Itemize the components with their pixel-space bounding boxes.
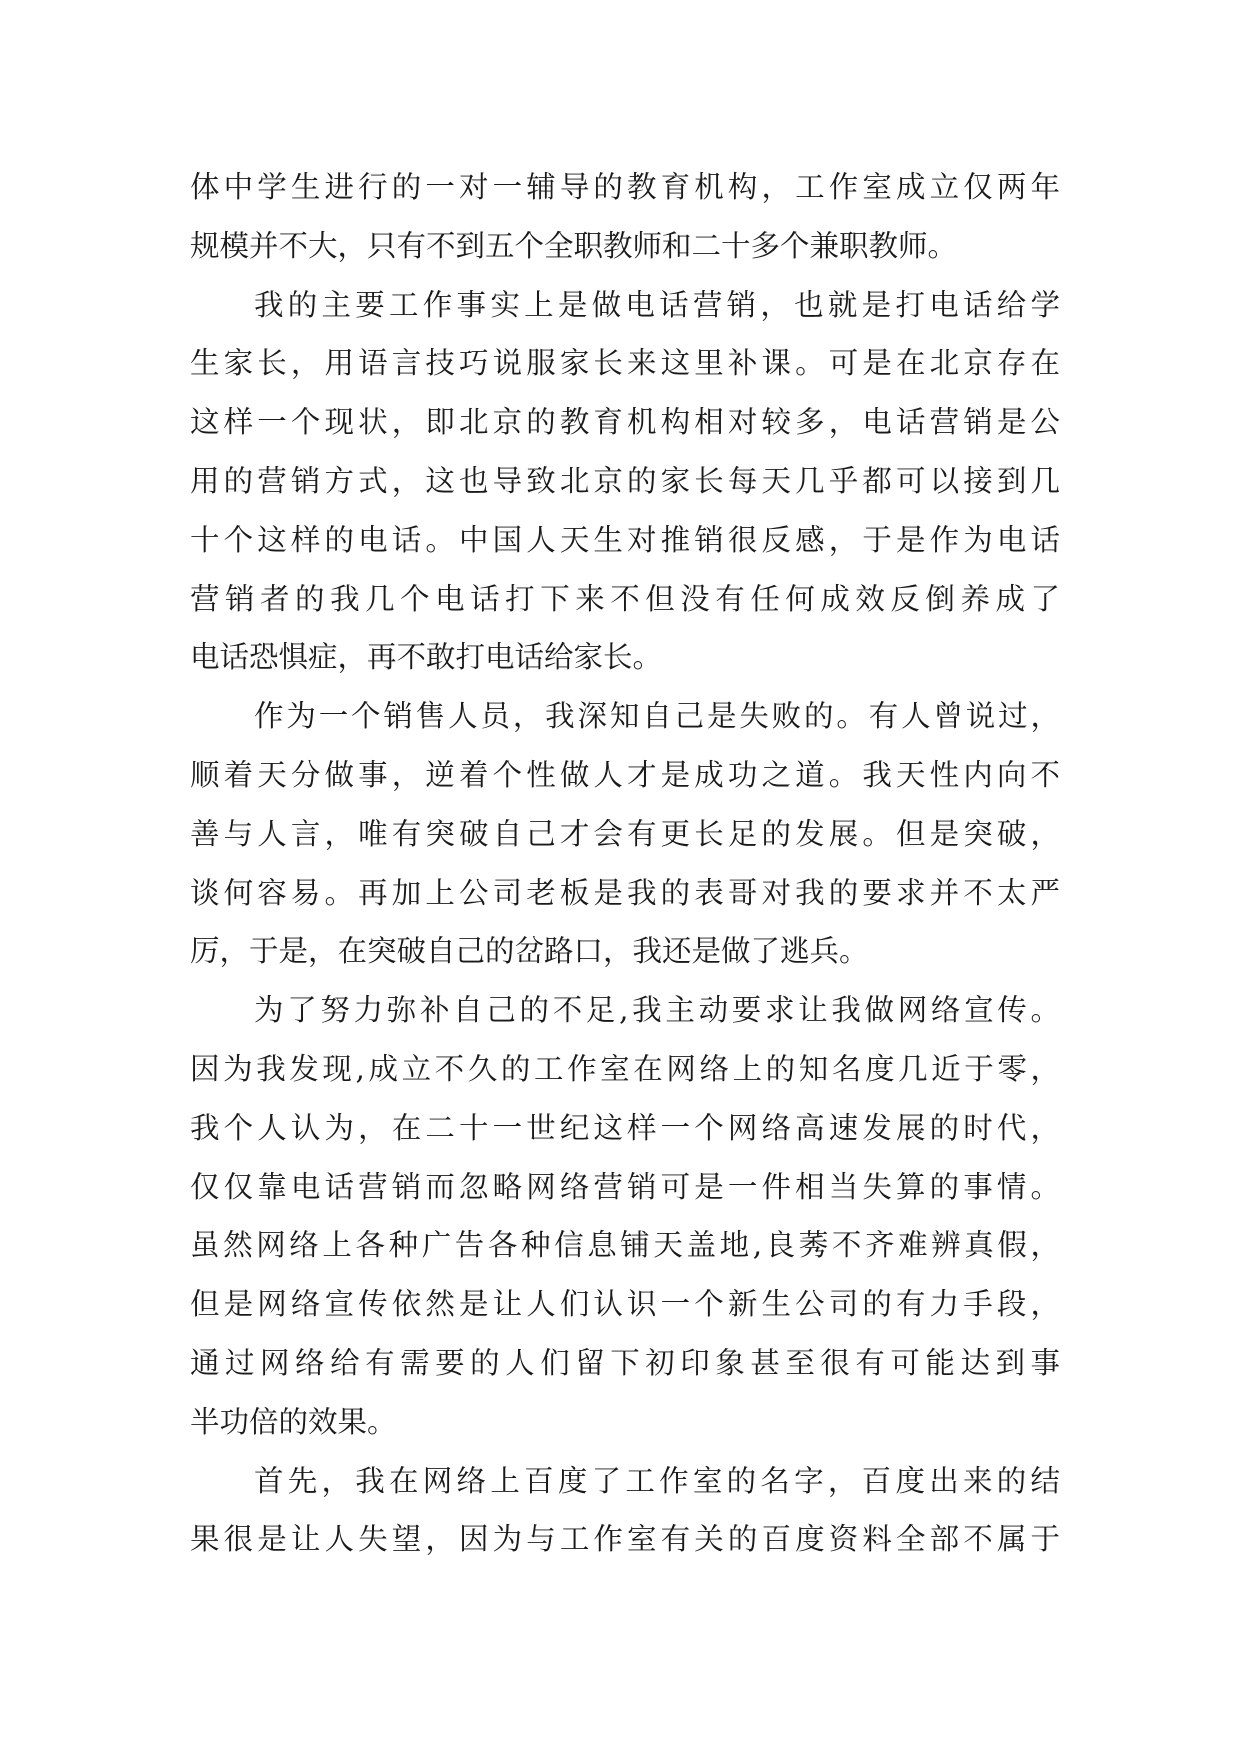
text-line: 作为一个销售人员，我深知自己是失败的。有人曾说过，	[254, 699, 1060, 734]
text-line: 虽然网络上各种广告各种信息铺天盖地,良莠不齐难辨真假，	[190, 1228, 1060, 1263]
text-line: 厉，于是，在突破自己的岔路口，我还是做了逃兵。	[190, 934, 869, 969]
text-line: 体中学生进行的一对一辅导的教育机构，工作室成立仅两年	[190, 170, 1060, 204]
text-line: 规模并不大，只有不到五个全职教师和二十多个兼职教师。	[190, 228, 958, 263]
text-line: 顺着天分做事，逆着个性做人才是成功之道。我天性内向不	[190, 757, 1060, 792]
text-line: 仅仅靠电话营销而忽略网络营销可是一件相当失算的事情。	[190, 1169, 1060, 1204]
text-line: 十个这样的电话。中国人天生对推销很反感，于是作为电话	[190, 522, 1060, 557]
text-line: 因为我发现,成立不久的工作室在网络上的知名度几近于零，	[190, 1051, 1060, 1086]
text-line: 但是网络宣传依然是让人们认识一个新生公司的有力手段，	[190, 1287, 1060, 1322]
text-line: 电话恐惧症，再不敢打电话给家长。	[190, 640, 663, 675]
text-line: 通过网络给有需要的人们留下初印象甚至很有可能达到事	[190, 1345, 1060, 1380]
text-line: 谈何容易。再加上公司老板是我的表哥对我的要求并不太严	[190, 875, 1060, 910]
text-line: 我的主要工作事实上是做电话营销，也就是打电话给学	[254, 287, 1060, 322]
text-line: 果很是让人失望，因为与工作室有关的百度资料全部不属于	[190, 1522, 1060, 1557]
text-line: 半功倍的效果。	[190, 1404, 397, 1439]
text-line: 首先，我在网络上百度了工作室的名字，百度出来的结	[254, 1463, 1060, 1498]
text-line: 生家长，用语言技巧说服家长来这里补课。可是在北京存在	[190, 346, 1060, 381]
text-line: 用的营销方式，这也导致北京的家长每天几乎都可以接到几	[190, 463, 1060, 498]
text-line: 为了努力弥补自己的不足,我主动要求让我做网络宣传。	[254, 993, 1060, 1028]
text-line: 我个人认为，在二十一世纪这样一个网络高速发展的时代，	[190, 1110, 1060, 1145]
text-line: 善与人言，唯有突破自己才会有更长足的发展。但是突破，	[190, 816, 1060, 851]
text-line: 这样一个现状，即北京的教育机构相对较多，电话营销是公	[190, 405, 1060, 440]
body-text	[190, 158, 1060, 1569]
text-line: 营销者的我几个电话打下来不但没有任何成效反倒养成了	[190, 581, 1060, 616]
